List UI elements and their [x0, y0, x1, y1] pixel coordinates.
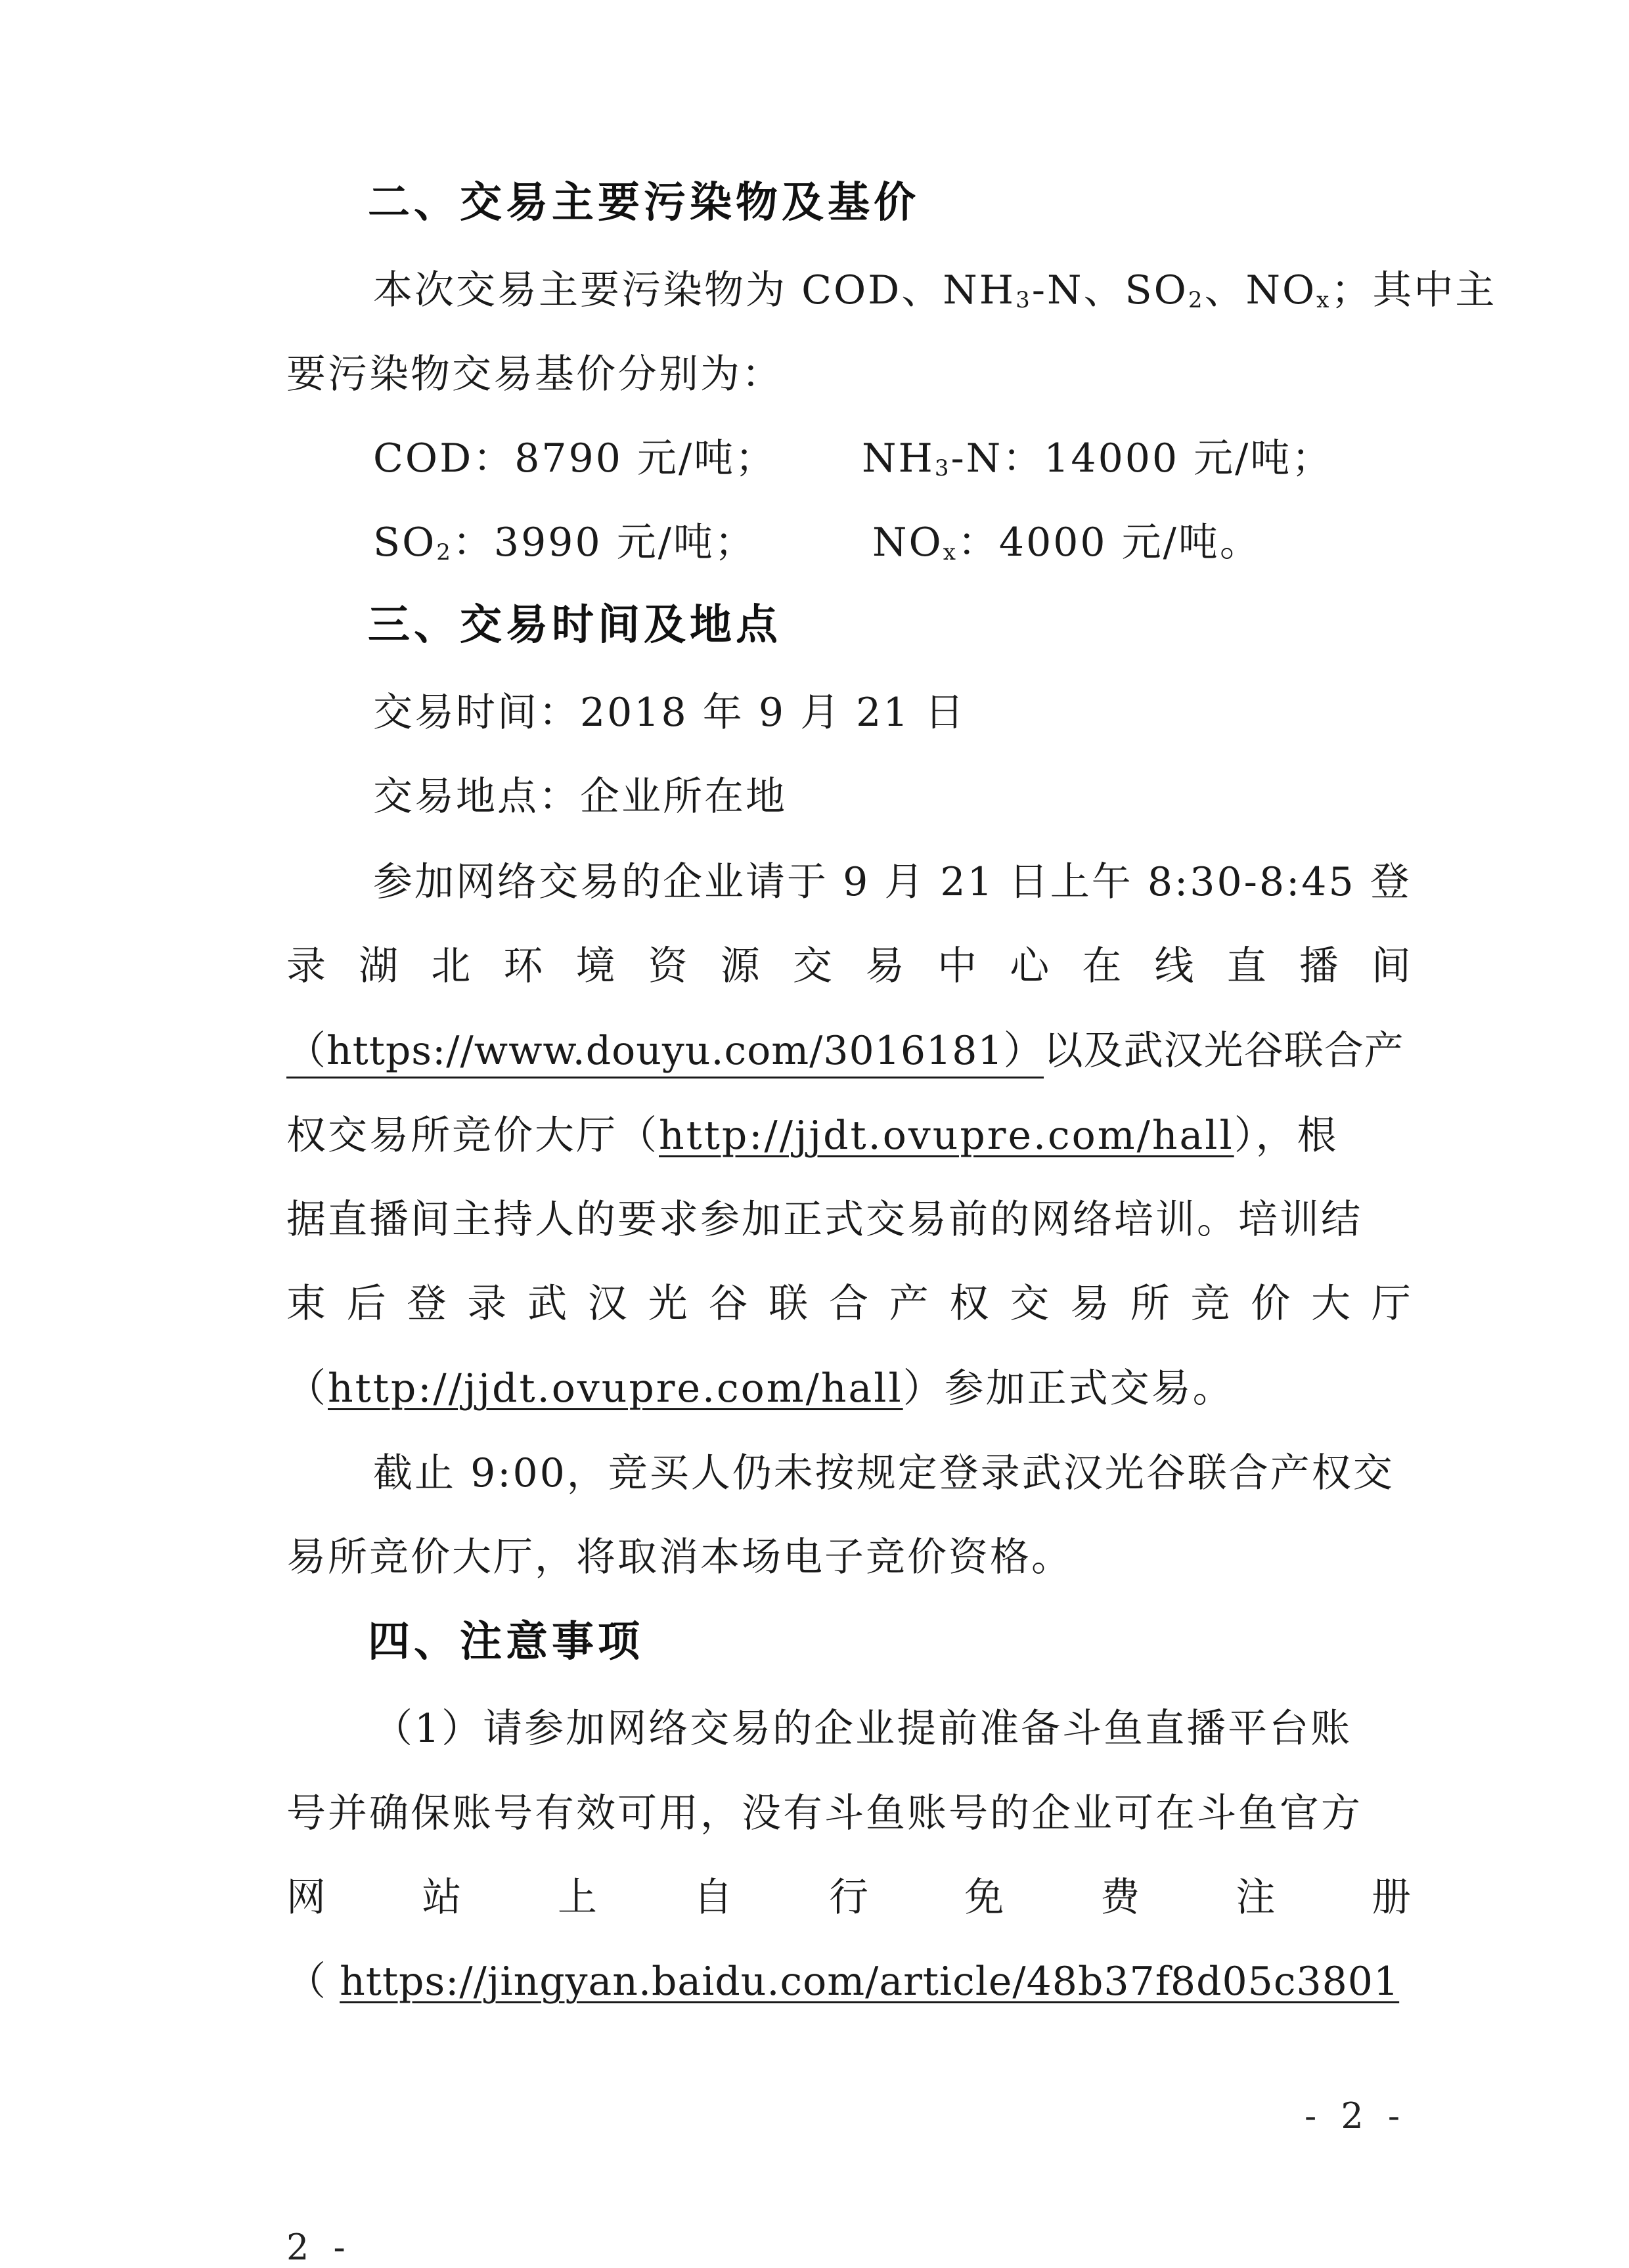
- p1-line-3: [286, 1028, 1404, 1074]
- page-number: - 2 -: [1305, 2095, 1407, 2137]
- nox-label: NO: [872, 520, 943, 566]
- nh3-price: [862, 435, 1333, 481]
- intro-text-a: 本次交易主要污染物为 COD、NH: [373, 267, 1016, 313]
- note-1-line-2: 号并确保账号有效可用，没有斗鱼账号的企业可在斗鱼官方: [286, 1790, 1362, 1836]
- p1-line-7: （http://jjdt.ovupre.com/hall）参加正式交易。: [286, 1366, 1234, 1412]
- sub-x: x: [1316, 287, 1331, 313]
- nox-sub: x: [943, 539, 958, 566]
- p1-line-6: 束 后 登 录 武 汉 光 谷 联 合 产 权 交 易 所 竞 价 大 厅: [286, 1281, 1411, 1327]
- intro-line-2: 要污染物交易基价分别为：: [286, 351, 783, 397]
- intro-text-d: ；其中主: [1331, 267, 1497, 313]
- so2-label: SO: [373, 520, 437, 566]
- so2-sub: 2: [436, 539, 453, 566]
- p2-line-2: 易所竞价大厅，将取消本场电子竞价资格。: [286, 1534, 1073, 1580]
- page-number-bottom-cut: 2 -: [286, 2227, 352, 2268]
- hall-link-2[interactable]: http://jjdt.ovupre.com/hall: [328, 1366, 903, 1412]
- note-1-line-4: （ https://jingyan.baidu.com/article/48b37f8d05c3801: [286, 1959, 1400, 2005]
- note-1-line-1: （1）请参加网络交易的企业提前准备斗鱼直播平台账: [373, 1706, 1352, 1752]
- nox-price: [872, 520, 1261, 566]
- section-4-heading: 四、注意事项: [368, 1618, 644, 1666]
- note-1-line-3: 网 站 上 自 行 免 费 注 册: [286, 1875, 1411, 1921]
- nh3-value: -N：14000 元/吨；: [950, 435, 1333, 481]
- p1-line-1: 参加网络交易的企业请于 9 月 21 日上午 8:30-8:45 登: [373, 859, 1412, 905]
- sub-2: 2: [1188, 287, 1205, 313]
- nh3-sub: 3: [934, 455, 951, 481]
- trade-time: 交易时间：2018 年 9 月 21 日: [373, 690, 966, 736]
- section-3-heading: 三、交易时间及地点: [368, 601, 782, 650]
- cod-price: COD：8790 元/吨；: [373, 435, 777, 481]
- p1-line-2: 录 湖 北 环 境 资 源 交 易 中 心 在 线 直 播 间: [286, 943, 1411, 989]
- intro-text-b: -N、SO: [1031, 267, 1188, 313]
- nh3-label: NH: [862, 435, 935, 481]
- nox-value: ：4000 元/吨。: [957, 520, 1261, 566]
- so2-price: [373, 520, 756, 566]
- section-2-heading: 二、交易主要污染物及基价: [368, 179, 920, 227]
- intro-line-1: [373, 267, 1497, 313]
- douyu-link[interactable]: （https://www.douyu.com/3016181）: [286, 1028, 1044, 1078]
- trade-place: 交易地点：企业所在地: [373, 774, 787, 820]
- sub-3: 3: [1015, 287, 1032, 313]
- so2-value: ：3990 元/吨；: [452, 520, 756, 566]
- hall-link-1[interactable]: http://jjdt.ovupre.com/hall: [659, 1113, 1234, 1159]
- intro-text-c: 、NO: [1204, 267, 1317, 313]
- baidu-link[interactable]: https://jingyan.baidu.com/article/48b37f8d05c3801: [340, 1959, 1400, 2005]
- p1-line-4: 权交易所竞价大厅（http://jjdt.ovupre.com/hall），根: [286, 1113, 1339, 1159]
- p2-line-1: 截止 9:00，竞买人仍未按规定登录武汉光谷联合产权交: [373, 1450, 1395, 1496]
- p1-line-5: 据直播间主持人的要求参加正式交易前的网络培训。培训结: [286, 1197, 1362, 1243]
- p1-line-3-rest: 以及武汉光谷联合产: [1043, 1028, 1404, 1074]
